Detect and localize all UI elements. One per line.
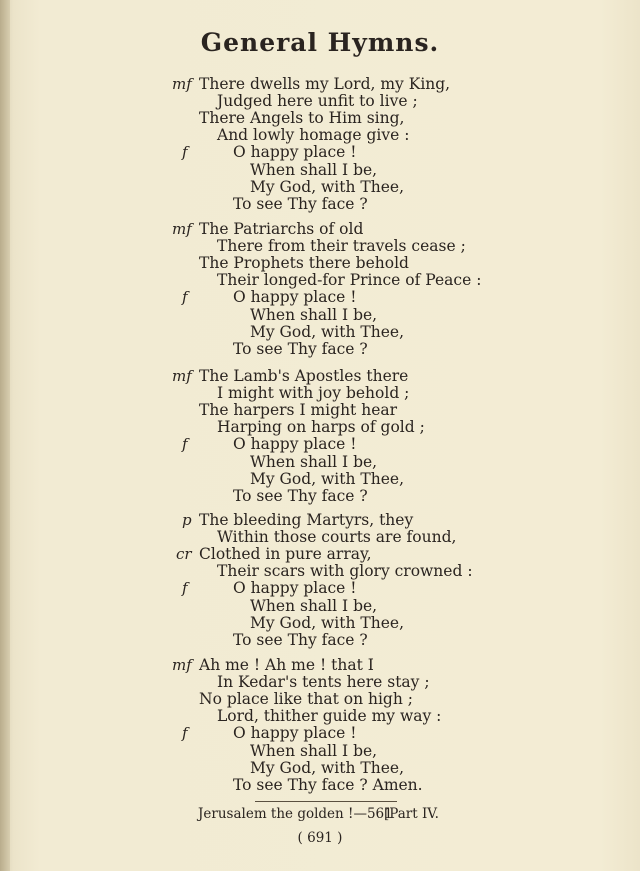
hymn-line: To see Thy face ? [233,630,368,649]
hymn-line: To see Thy face ? [233,194,368,213]
hymn-line: To see Thy face ? Amen. [233,775,423,794]
hymn-line: When shall I be, [250,741,378,760]
hymn-line: O happy place ! [233,579,357,598]
page-number: ( 691 ) [297,830,343,846]
hymn-line: The bleeding Martyrs, they [199,511,414,529]
dynamic-marking: mf [172,656,192,674]
dynamic-marking: f [182,435,188,454]
hymn-line: The Lamb's Apostles there [199,367,409,385]
book-spine [0,0,10,871]
dynamic-marking: mf [172,367,192,385]
hymn-line: When shall I be, [250,452,378,471]
hymn-line: The harpers I might hear [199,401,398,420]
hymn-line: The Prophets there behold [199,254,409,273]
hymn-line: My God, with Thee, [250,758,405,777]
footer-cross-reference [198,806,439,822]
hymn-line: There dwells my Lord, my King, [199,75,451,93]
hymn-line: Their scars with glory crowned : [217,562,473,581]
hymn-line: No place like that on high ; [199,690,413,709]
hymn-line: Judged here unfit to live ; [217,92,418,111]
hymn-line: Ah me ! Ah me ! that I [199,656,374,674]
hymn-line: Their longed-for Prince of Peace : [217,271,482,290]
hymn-line: Lord, thither guide my way : [217,707,442,726]
footer-cross-ref: Jerusalem the golden !—561 [198,806,393,822]
hymn-line: To see Thy face ? [233,486,368,505]
hymn-line: The Patriarchs of old [199,220,364,238]
hymn-line: There from their travels cease ; [217,237,466,256]
hymn-line: When shall I be, [250,305,378,324]
hymn-line: My God, with Thee, [250,469,405,488]
hymn-line: When shall I be, [250,596,378,615]
footer-rule [255,801,397,802]
hymn-line: O happy place ! [233,435,357,454]
hymn-line: And lowly homage give : [217,126,410,145]
hymn-line: My God, with Thee, [250,322,405,341]
hymn-line: Within those courts are found, [217,528,457,547]
hymn-line: My God, with Thee, [250,613,405,632]
dynamic-marking: f [182,724,188,743]
hymn-line: My God, with Thee, [250,177,405,196]
footer-part: [Part IV. [384,806,439,822]
dynamic-marking: f [182,579,188,598]
hymn-line: Harping on harps of gold ; [217,418,425,437]
dynamic-marking: f [182,288,188,307]
hymn-line: Clothed in pure array, [199,545,372,564]
dynamic-marking: mf [172,75,192,93]
dynamic-marking: cr [176,545,192,564]
dynamic-marking: p [182,511,192,529]
dynamic-marking: mf [172,220,192,238]
hymn-line: O happy place ! [233,724,357,743]
page-title: General Hymns. [200,28,440,57]
dynamic-marking: f [182,143,188,162]
hymn-line: O happy place ! [233,143,357,162]
hymn-line: To see Thy face ? [233,339,368,358]
hymn-line: When shall I be, [250,160,378,179]
hymn-line: I might with joy behold ; [217,384,410,403]
hymn-line: In Kedar's tents here stay ; [217,673,430,692]
hymn-line: There Angels to Him sing, [199,109,405,128]
hymn-line: O happy place ! [233,288,357,307]
